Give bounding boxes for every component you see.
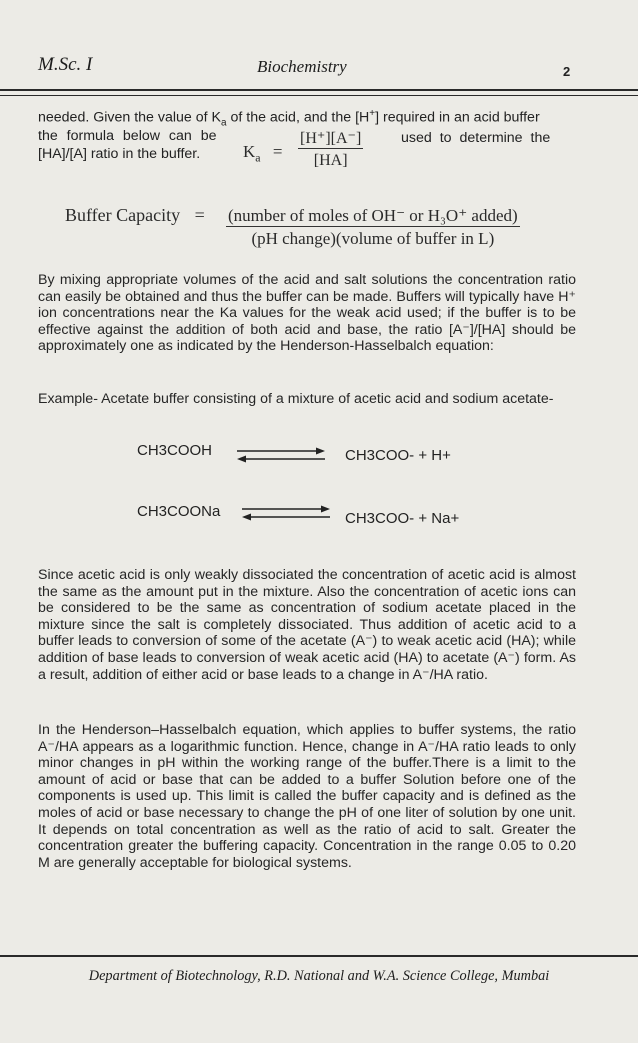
h-superscript: + [369,108,376,119]
ka-subscript: a [221,117,227,129]
header-subject: Biochemistry [257,57,347,76]
header-rule-top [0,89,638,91]
intro-part-a [38,127,238,163]
buffer-capacity-denominator: (pH change)(volume of buffer in L) [251,229,495,248]
equilibrium-arrows-1 [235,446,327,464]
intro-part-b: used to determine the [401,130,551,146]
equation-1-product: CH3COO- + H+ [345,447,451,464]
buffer-capacity-lhs [65,205,205,226]
equation-2-product: CH3COO- + Na+ [345,510,460,527]
header-rule-bottom [0,95,638,96]
ka-equals: = [272,142,283,161]
intro-part-a-line2: [HA]/[A] ratio in the buffer. [38,146,201,162]
buffer-capacity-equals: = [194,205,205,225]
equilibrium-arrows-2 [240,504,332,522]
ka-denominator: [HA] [313,152,348,169]
buffer-capacity-fraction [226,206,520,249]
equation-2-reactant: CH3COONa [137,503,221,520]
page-number: 2 [563,64,571,79]
buffer-capacity-label: Buffer Capacity [65,205,181,225]
paragraph-mixing: By mixing appropriate volumes of the acid and salt solutions the concentration ratio can easily be obtained and thus the buffer can be made. Buffers will typically have H⁺ ion concentrations near the Ka values for the weak acid used; if the buffer is to be effective against the addition of both acid and base, the ratio [A⁻]/[HA] should be approximately one as indicated by the Henderson-Hasselbalch equation: [38,272,576,355]
ka-symbol-subscript: a [255,150,261,165]
equation-1-reactant: CH3COOH [137,442,213,459]
footer-rule [0,955,638,957]
intro-part-a-line1: the formula below can be [38,128,217,144]
paragraph-buffer-capacity: In the Henderson–Hasselbalch equation, which applies to buffer systems, the ratio A⁻/HA appears as a logarithmic function. Hence, change in A⁻/HA ratio leads to only minor changes in pH within the working range of the buffer.There is a limit to the amount of acid or base that can be added to a buffer Solution before one of the components is used up. This limit is called the buffer capacity and is defined as the moles of acid or base necessary to change the pH of one liter of solution by one unit. It depends on total concentration as well as the ratio of acid to salt. Greater the concentration greater the buffering capacity. Concentration in the range 0.05 to 0.20 M are generally acceptable for biological systems. [38,722,576,871]
paragraph-example: Example- Acetate buffer consisting of a mixture of acetic acid and sodium acetate- [38,391,554,407]
ka-symbol: K [243,142,256,161]
buffer-capacity-numerator: (number of moles of OH⁻ or H₃O⁺ added) [228,206,518,225]
paragraph-dissociation: Since acetic acid is only weakly dissociated the concentration of acetic acid is almost the same as the amount put in the mixture. Also the concentration of acetic ions can be considered to be the same as concentration of sodium acetate placed in the mixture since the salt is completely dissociated. Thus addition of acetic acid to a buffer leads to conversion of some of the acetate (A⁻) to weak acetic acid (HA); while addition of base leads to conversion of weak acetic acid (HA) to acetate (A⁻) form. As a result, addition of either acid or base leads to a change in A⁻/HA ratio. [38,567,576,683]
intro-text-2: of the acid, and the [H [226,109,370,126]
footer-department: Department of Biotechnology, R.D. National and W.A. Science College, Mumbai [88,968,550,984]
intro-line [38,108,540,129]
intro-text-1: needed. Given the value of K [38,109,221,126]
ka-lhs [243,142,282,165]
ka-fraction [298,128,363,170]
header-course: M.Sc. I [38,54,93,75]
ka-numerator: [H⁺][A⁻] [300,130,362,147]
intro-text-3: ] required in an acid buffer [375,109,540,126]
